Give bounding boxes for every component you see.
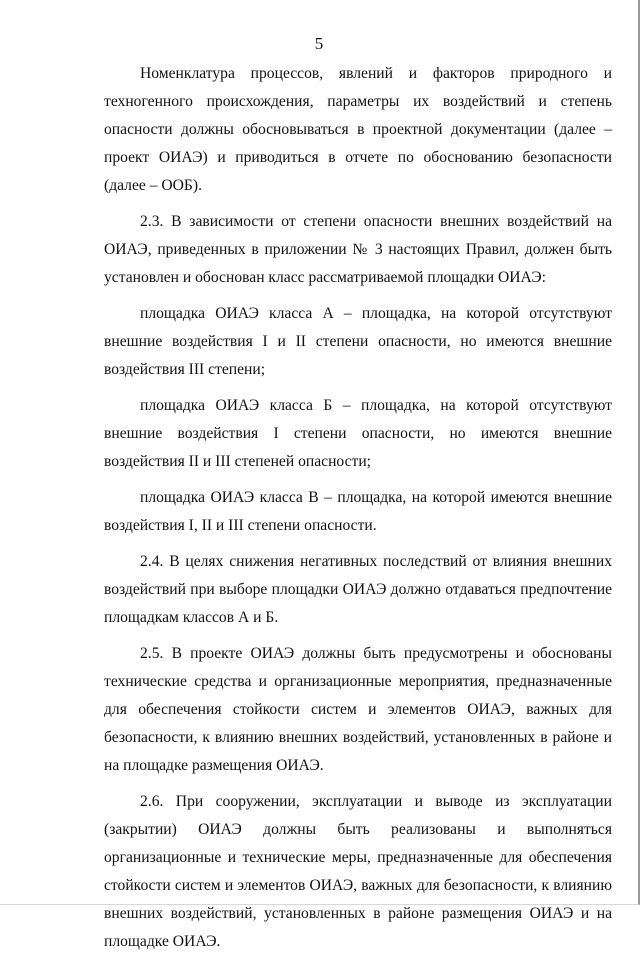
paragraph-2-3: 2.3. В зависимости от степени опасности внешних воздействий на ОИАЭ, приведенных в приложении № 3 настоящих Правил, должен быть установлен и обоснован класс рассматриваемой площадки ОИАЭ: [104,213,612,286]
paragraph-class-b: площадка ОИАЭ класса Б – площадка, на которой отсутствуют внешние воздействия I степени опасности, но имеются внешние воздействия II и III степеней опасности; [104,397,612,470]
paragraph-nomenclature: Номенклатура процессов, явлений и факторов природного и техногенного происхождения, параметры их воздействий и степень опасности должны обосновываться в проектной документации (далее – проект ОИАЭ) и приводиться в отчете по обоснованию безопасности (далее – ООБ). [104,65,612,194]
paragraph-2-6: 2.6. При сооружении, эксплуатации и выводе из эксплуатации (закрытии) ОИАЭ должны быть реализованы и выполняться организационные и технические меры, предназначенные для обеспечения стойкости систем и элементов ОИАЭ, важных для безопасности, к влиянию внешних воздействий, установленных в районе размещения ОИАЭ и на площадке ОИАЭ. [104,793,612,950]
page-number: 5 [314,34,324,53]
document-body [104,60,612,964]
paragraph-2-5: 2.5. В проекте ОИАЭ должны быть предусмотрены и обоснованы технические средства и организационные мероприятия, предназначенные для обеспечения стойкости систем и элементов ОИАЭ, важных для безопасности, к влиянию внешних воздействий, установленных в районе и на площадке размещения ОИАЭ. [104,645,612,774]
paragraph-class-a: площадка ОИАЭ класса А – площадка, на которой отсутствуют внешние воздействия I и II степени опасности, но имеются внешние воздействия III степени; [104,305,612,378]
paragraph-class-v: площадка ОИАЭ класса В – площадка, на которой имеются внешние воздействия I, II и III степени опасности. [104,489,612,534]
paragraph-2-4: 2.4. В целях снижения негативных последствий от влияния внешних воздействий при выборе площадки ОИАЭ должно отдаваться предпочтение площадкам классов А и Б. [104,553,612,626]
